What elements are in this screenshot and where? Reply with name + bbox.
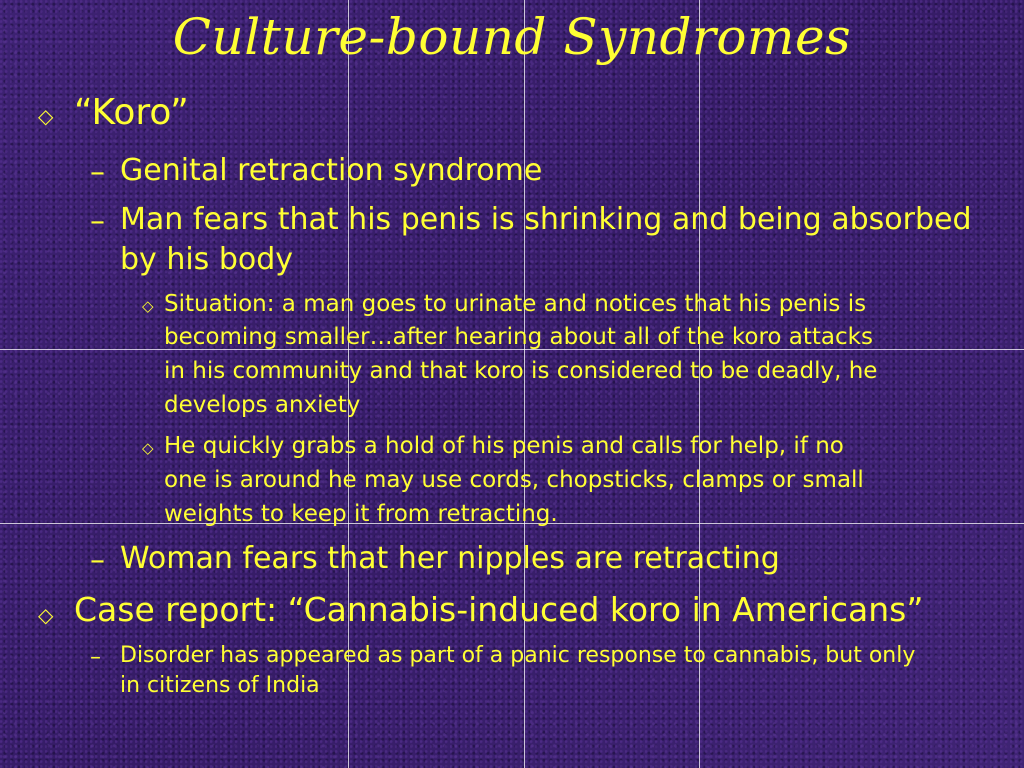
bullet-situation-line-4: develops anxiety — [164, 392, 361, 418]
dash-bullet-icon: – — [90, 204, 105, 239]
dash-bullet-icon: – — [90, 543, 105, 578]
bullet-man-fears-line-1: Man fears that his penis is shrinking and being absorbed — [120, 202, 972, 237]
bullet-grabs-line-2: one is around he may use cords, chopsticks, clamps or small — [164, 467, 864, 493]
bullet-woman-fears: Woman fears that her nipples are retracting — [120, 541, 780, 576]
bullet-situation-line-2: becoming smaller…after hearing about all of the koro attacks — [164, 324, 873, 350]
diamond-bullet-icon: ◇ — [38, 104, 54, 128]
slide-title: Culture-bound Syndromes — [172, 8, 852, 66]
bullet-situation-line-1: Situation: a man goes to urinate and notices that his penis is — [164, 291, 867, 317]
bullet-case-report: Case report: “Cannabis-induced koro in Americans” — [74, 590, 924, 629]
diamond-bullet-icon: ◇ — [142, 297, 154, 315]
dash-bullet-icon: – — [90, 155, 105, 190]
bullet-koro: “Koro” — [74, 92, 189, 133]
diamond-bullet-icon: ◇ — [142, 439, 154, 457]
bullet-grabs-line-3: weights to keep it from retracting. — [164, 501, 558, 527]
bullet-disorder-line-1: Disorder has appeared as part of a panic response to cannabis, but only — [120, 643, 916, 668]
bullet-disorder-line-2: in citizens of India — [120, 673, 320, 698]
dash-bullet-icon: – — [90, 645, 101, 670]
bullet-genital-retraction: Genital retraction syndrome — [120, 153, 543, 188]
bullet-man-fears-line-2: by his body — [120, 242, 294, 277]
diamond-bullet-icon: ◇ — [38, 603, 54, 627]
bullet-grabs-line-1: He quickly grabs a hold of his penis and calls for help, if no — [164, 433, 844, 459]
bullet-situation-line-3: in his community and that koro is considered to be deadly, he — [164, 358, 878, 384]
